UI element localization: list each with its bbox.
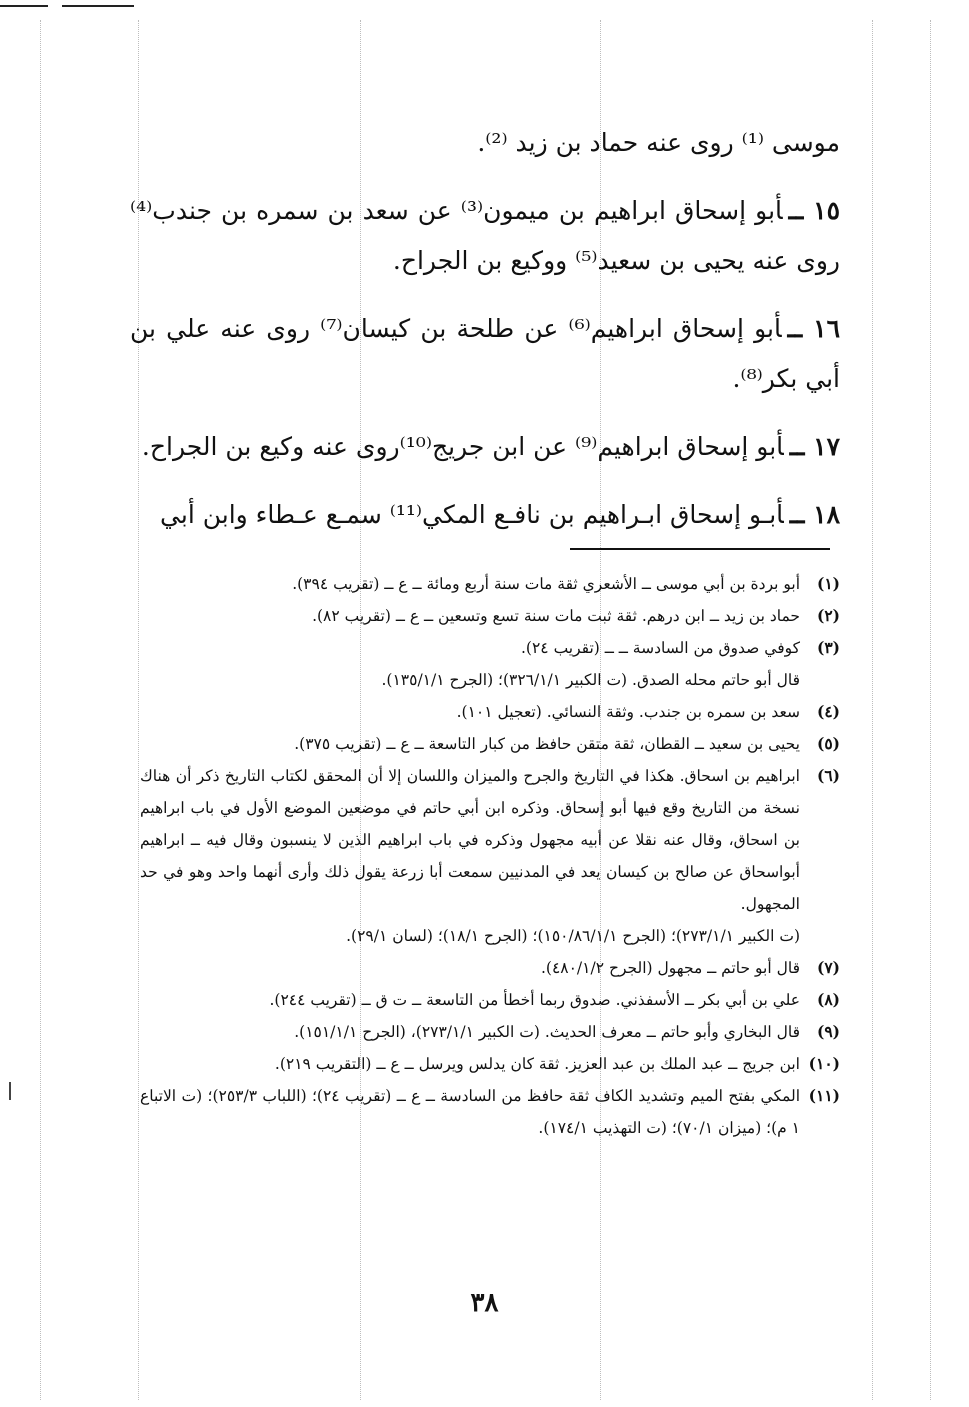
footnote-text: يحيى بن سعيد ــ القطان، ثقة متقن حافظ من كبار التاسعة ــ ع ــ (تقريب ٣٧٥).	[294, 735, 800, 753]
footnote-text: ابن جريج ــ عبد الملك بن عبد العزيز. ثقة كان يدلس ويرسل ــ ع ــ (التقريب ٢١٩).	[274, 1055, 800, 1073]
footnote-text: سعد بن سمره بن جندب. وثقة النسائي. (تعجيل ١٠١).	[456, 703, 800, 721]
main-text	[130, 118, 840, 540]
footnote-number: (٤)	[816, 702, 840, 721]
footnote-text: المكي بفتح الميم وتشديد الكاف ثقة حافظ من السادسة ــ ع ــ (تقريب ٢٤)؛ (اللباب ٢٥٣/٣)؛ (ت الاتباع ١ م)؛ (ميزان ٧٠/١)؛ (ت التهذيب ١٧٤/١).	[140, 1087, 801, 1137]
footnote-5	[140, 728, 840, 760]
entry-number: ١٨ ــ	[789, 500, 840, 529]
footnote-2	[140, 600, 840, 632]
entry-text: أبـو إسحاق ابـراهيم بن نافـع المكي⁽¹¹⁾ سمـع عـطاء وابن أبي	[160, 500, 784, 529]
footnote-text: كوفي صدوق من السادسة ــ ــ (تقريب ٢٤).	[521, 639, 800, 657]
footnote-number: (١٠)	[808, 1054, 840, 1073]
entry-text: أبو إسحاق ابراهيم⁽⁹⁾ عن ابن جريج⁽¹⁰⁾روى عنه وكيع بن الجراح.	[141, 432, 784, 461]
footnotes	[140, 568, 840, 1144]
footnote-10	[140, 1048, 840, 1080]
scan-guide-line	[40, 20, 41, 1400]
margin-mark	[9, 1082, 11, 1100]
entry-number: ١٥ ــ	[788, 196, 841, 225]
footnote-1	[140, 568, 840, 600]
footnote-text: قال أبو حاتم محله الصدق. (ت الكبير ٣٢٦/١/١)؛ (الجرح ١٣٥/١/١).	[381, 671, 800, 689]
top-rule-left	[0, 5, 48, 7]
entry-number: ١٧ ــ	[789, 432, 840, 461]
page-number: ٣٨	[470, 1288, 499, 1318]
footnote-text: قال البخاري وأبو حاتم ــ معرف الحديث. (ت الكبير ٢٧٣/١/١)، (الجرح ١٥١/١/١).	[294, 1023, 800, 1041]
footnote-number: (٢)	[816, 606, 840, 625]
footnote-text: ابراهيم بن اسحاق. هكذا في التاريخ والجرح والميزان واللسان إلا أن المحقق لكتاب التاريخ ذكر أن هناك نسخة من التاريخ وقع فيها أبو إسحاق. وذكره ابن أبي حاتم في موضعين الموضع الأول في باب ابراهيم بن اسحاق، وقال عنه نقلا عن أبيه مجهول وذكره في باب ابراهيم الذين لا ينسبون وقال فيه ــ ابراهيم أبواسحاق عن صالح بن كيسان يعد في المدنيين سمعت أبا زرعة يقول ذلك وأرى أنهما واحد وهو في حد المجهول.	[140, 767, 800, 913]
footnote-number: (٣)	[816, 638, 840, 657]
footnote-number: (٦)	[816, 766, 840, 785]
footnote-number: (٥)	[816, 734, 840, 753]
footnote-text: حماد بن زيد ــ ابن درهم. ثقة ثبت مات سنة تسع وتسعين ــ ع ــ (تقريب ٨٢).	[312, 607, 800, 625]
scan-guide-line	[930, 20, 931, 1400]
footnote-4	[140, 696, 840, 728]
footnote-3	[140, 632, 840, 664]
entry-15	[130, 186, 840, 286]
footnote-6	[140, 760, 840, 920]
footnote-3-continued	[140, 664, 840, 696]
footnote-number	[800, 664, 840, 696]
footnote-number: (١)	[816, 574, 840, 593]
entry-text: أبو إسحاق ابراهيم⁽⁶⁾ عن طلحة بن كيسان⁽⁷⁾ روى عنه علي بن أبي بكر⁽⁸⁾.	[130, 314, 840, 393]
footnote-text: (ت الكبير ٢٧٣/١/١)؛ (الجرح ١٥٠/٨٦/١/١)؛ (الجرح ١٨/١)؛ (لسان ٢٩/١).	[346, 927, 800, 945]
continuation-line: موسى ⁽¹⁾ روى عنه حماد بن زيد ⁽²⁾.	[477, 128, 840, 157]
entry-17	[130, 422, 840, 472]
footnote-7	[140, 952, 840, 984]
footnote-number	[800, 920, 840, 952]
footnote-9	[140, 1016, 840, 1048]
entry-16	[130, 304, 840, 404]
footnote-separator	[570, 548, 830, 550]
footnote-text: قال أبو حاتم ــ مجهول (الجرح ٤٨٠/١/٢).	[540, 959, 800, 977]
entry-number: ١٦ ــ	[787, 314, 841, 343]
footnote-text: علي بن أبي بكر ــ الأسفذني. صدوق ربما أخطأ من التاسعة ــ ت ق ــ (تقريب ٢٤٤).	[269, 991, 800, 1009]
footnote-11	[140, 1080, 840, 1144]
scan-guide-line	[872, 20, 873, 1400]
footnote-number: (٩)	[816, 1022, 840, 1041]
footnote-number: (١١)	[808, 1086, 840, 1105]
footnote-6-continued	[140, 920, 840, 952]
footnote-number: (٧)	[816, 958, 840, 977]
top-rule-right	[62, 5, 134, 7]
footnote-number: (٨)	[816, 990, 840, 1009]
entry-text: أبو إسحاق ابراهيم بن ميمون⁽³⁾ عن سعد بن سمره بن جندب⁽⁴⁾ روى عنه يحيى بن سعيد⁽⁵⁾ ووكيع بن الجراح.	[130, 196, 840, 275]
footnote-text: أبو بردة بن أبي موسى ــ الأشعري ثقة مات سنة أربع ومائة ــ ع ــ (تقريب ٣٩٤).	[292, 575, 800, 593]
footnote-8	[140, 984, 840, 1016]
entry-18	[130, 490, 840, 540]
